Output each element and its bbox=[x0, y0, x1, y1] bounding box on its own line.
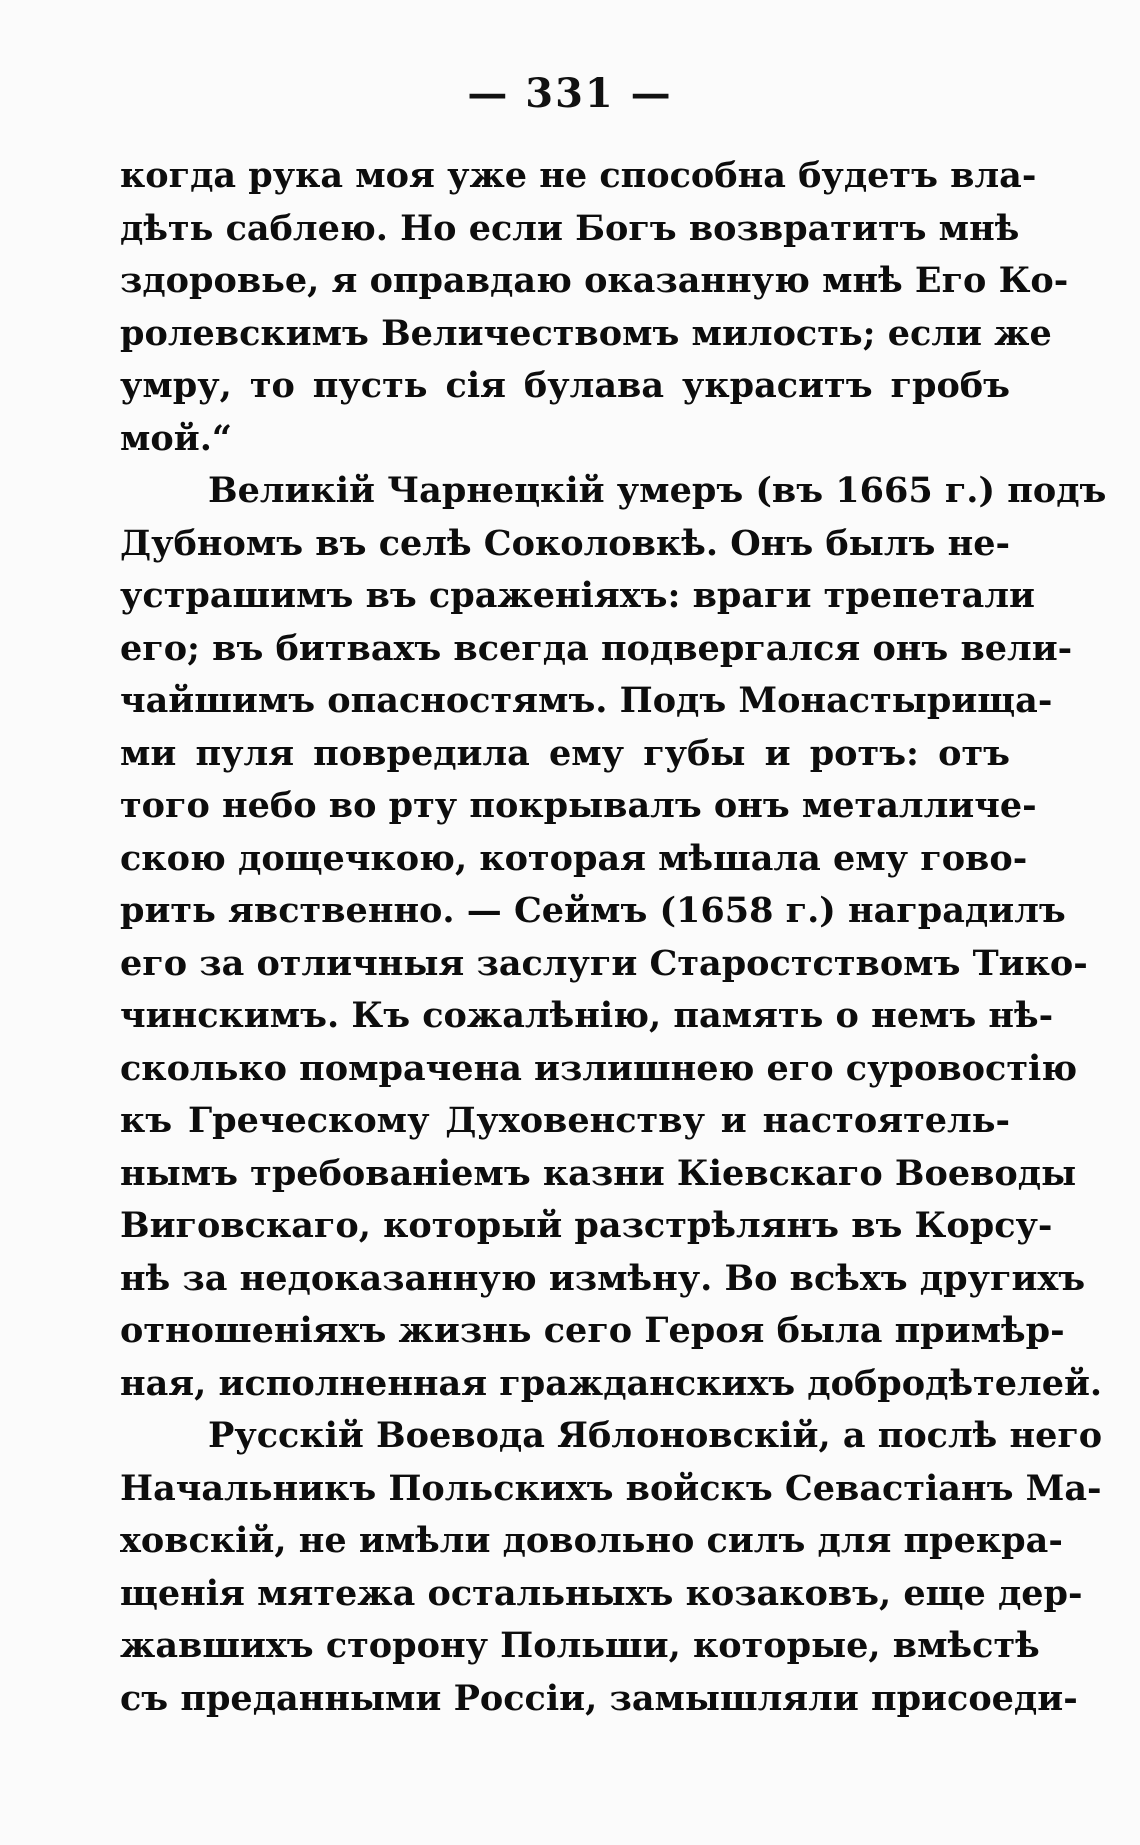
text-line: его; въ битвахъ всегда подвергался онъ вели- bbox=[120, 627, 1073, 669]
text-line: Дубномъ въ селѣ Соколовкѣ. Онъ былъ не- bbox=[120, 522, 1010, 564]
text-line: Русскій Воевода Яблоновскій, а послѣ него bbox=[208, 1415, 1103, 1456]
text-line: того небо во рту покрывалъ онъ металличе- bbox=[120, 785, 1037, 826]
text-line: рить явственно. — Сеймъ (1658 г.) наградилъ bbox=[120, 890, 1066, 931]
text-line: его за отличныя заслуги Старостствомъ Тико- bbox=[120, 942, 1088, 984]
text-line: ми пуля повредила ему губы и ротъ: отъ bbox=[120, 732, 1010, 774]
text-line: чинскимъ. Къ сожалѣнію, память о немъ нѣ- bbox=[120, 995, 1054, 1036]
text-line: нымъ требованіемъ казни Кіевскаго Воеводы bbox=[120, 1152, 1077, 1194]
text-line: отношеніяхъ жизнь сего Героя была примѣр- bbox=[120, 1310, 1065, 1351]
text-line: здоровье, я оправдаю оказанную мнѣ Его Ко- bbox=[120, 260, 1069, 301]
text-line: дѣть саблею. Но если Богъ возвратитъ мнѣ bbox=[120, 207, 1020, 249]
paragraph-1 bbox=[120, 150, 1069, 465]
page-number-header: — 331 — bbox=[467, 70, 673, 117]
text-line: чайшимъ опасностямъ. Подъ Монастырища- bbox=[120, 680, 1053, 721]
text-line: къ Греческому Духовенству и настоятель- bbox=[120, 1100, 1010, 1141]
text-line: съ преданными Россіи, замышляли присоеди- bbox=[120, 1677, 1078, 1719]
text-line: Великій Чарнецкій умеръ (въ 1665 г.) подъ bbox=[208, 470, 1107, 511]
text-line: мой.“ bbox=[120, 417, 233, 459]
text-line: Начальникъ Польскихъ войскъ Севастіанъ Ма- bbox=[120, 1467, 1102, 1509]
text-line: ная, исполненная гражданскихъ добродѣтелей. bbox=[120, 1362, 1103, 1404]
paragraph-2 bbox=[120, 465, 1107, 1410]
text-line: устрашимъ въ сраженіяхъ: враги трепетали bbox=[120, 575, 1035, 616]
paragraph-3 bbox=[120, 1410, 1103, 1725]
text-line: ховскій, не имѣли довольно силъ для прекра- bbox=[120, 1520, 1063, 1561]
text-line: когда рука моя уже не способна будетъ вла- bbox=[120, 155, 1037, 196]
text-line: умру, то пусть сія булава украситъ гробъ bbox=[120, 365, 1010, 406]
text-line: нѣ за недоказанную измѣну. Во всѣхъ другихъ bbox=[120, 1257, 1086, 1299]
text-line: скою дощечкою, которая мѣшала ему гово- bbox=[120, 837, 1028, 879]
text-line: сколько помрачена излишнею его суровостію bbox=[120, 1047, 1078, 1089]
text-line: Виговскаго, который разстрѣлянъ въ Корсу- bbox=[120, 1205, 1053, 1246]
text-line: жавшихъ сторону Польши, которые, вмѣстѣ bbox=[120, 1625, 1040, 1666]
text-line: ролевскимъ Величествомъ милость; если же bbox=[120, 312, 1052, 354]
text-line: щенія мятежа остальныхъ козаковъ, еще дер- bbox=[120, 1572, 1083, 1614]
